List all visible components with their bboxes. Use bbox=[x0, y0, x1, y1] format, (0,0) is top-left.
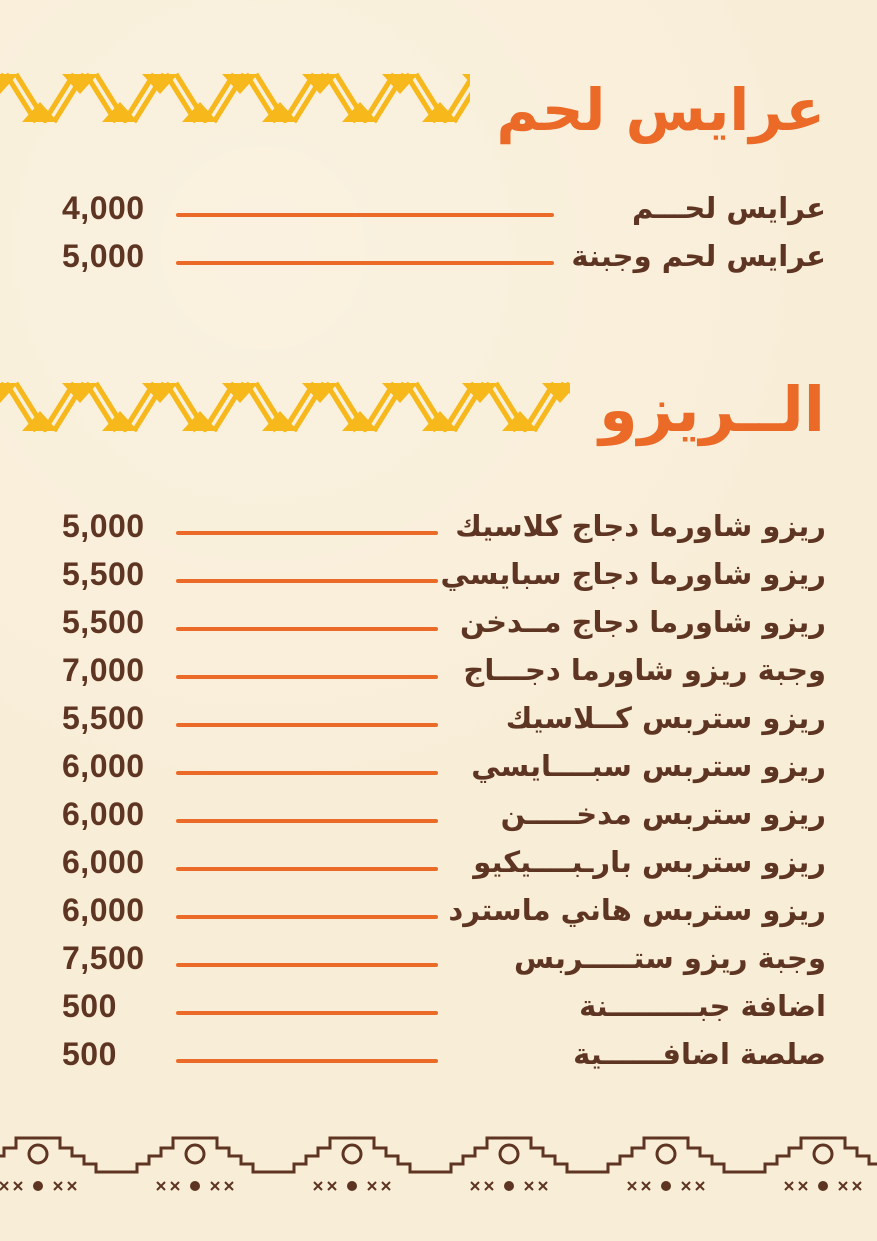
item-price: 6,000 bbox=[62, 748, 145, 784]
item-name: ريزو ستربس مدخـــــن bbox=[500, 797, 826, 831]
menu-item bbox=[62, 984, 826, 1028]
item-name: وجبة ريزو ستـــــربس bbox=[513, 941, 826, 975]
menu-item bbox=[62, 648, 826, 692]
circle-icon bbox=[657, 1145, 675, 1163]
dot-icon bbox=[190, 1181, 200, 1191]
tribal-pattern-banner-1 bbox=[0, 68, 470, 128]
dotted-leader bbox=[176, 261, 554, 265]
menu-item bbox=[62, 744, 826, 788]
item-name: ريزو ستربس هاني ماسترد bbox=[448, 893, 826, 927]
circle-icon bbox=[500, 1145, 518, 1163]
menu-item bbox=[62, 600, 826, 644]
item-name: عرايس لحم وجبنة bbox=[571, 239, 826, 273]
item-price: 5,500 bbox=[62, 604, 145, 640]
item-name: ريزو شاورما دجاج مــدخن bbox=[459, 605, 826, 639]
dotted-leader bbox=[176, 771, 438, 775]
dotted-leader bbox=[176, 1059, 438, 1063]
item-price: 5,000 bbox=[62, 238, 145, 274]
menu-item bbox=[62, 504, 826, 548]
item-name: ريزو ستربس بارـبــــيكيو bbox=[473, 845, 826, 879]
item-name: وجبة ريزو شاورما دجـــاج bbox=[463, 653, 826, 687]
section-title-rizo: الــريزو bbox=[599, 373, 825, 446]
dot-icon bbox=[504, 1181, 514, 1191]
dotted-leader bbox=[176, 627, 438, 631]
item-price: 5,500 bbox=[62, 556, 145, 592]
item-name: عرايس لحـــم bbox=[631, 191, 826, 225]
item-name: ريزو شاورما دجاج سبايسي bbox=[440, 557, 826, 591]
item-price: 4,000 bbox=[62, 190, 145, 226]
item-price: 500 bbox=[62, 1036, 117, 1072]
dotted-leader bbox=[176, 963, 438, 967]
tribal-border-bottom bbox=[0, 1128, 877, 1198]
item-price: 5,500 bbox=[62, 700, 145, 736]
dotted-leader bbox=[176, 867, 438, 871]
dot-icon bbox=[347, 1181, 357, 1191]
dotted-leader bbox=[176, 1011, 438, 1015]
item-price: 6,000 bbox=[62, 892, 145, 928]
item-name: صلصة اضافــــــية bbox=[573, 1037, 826, 1071]
menu-item bbox=[62, 1032, 826, 1076]
dotted-leader bbox=[176, 531, 438, 535]
dotted-leader bbox=[176, 915, 438, 919]
dotted-leader bbox=[176, 213, 554, 217]
item-name: اضافة جبـــــــــنة bbox=[579, 989, 826, 1023]
section-title-arayes: عرايس لحم bbox=[496, 76, 825, 144]
menu-item bbox=[62, 552, 826, 596]
menu-item bbox=[62, 234, 826, 278]
dotted-leader bbox=[176, 819, 438, 823]
tribal-pattern-banner-2 bbox=[0, 377, 570, 437]
dotted-leader bbox=[176, 579, 438, 583]
dot-icon bbox=[818, 1181, 828, 1191]
item-price: 5,000 bbox=[62, 508, 145, 544]
circle-icon bbox=[186, 1145, 204, 1163]
dotted-leader bbox=[176, 675, 438, 679]
circle-icon bbox=[29, 1145, 47, 1163]
menu-item bbox=[62, 792, 826, 836]
dotted-leader bbox=[176, 723, 438, 727]
item-name: ريزو ستربس سبــــايسي bbox=[471, 749, 826, 783]
menu-item bbox=[62, 696, 826, 740]
menu-item bbox=[62, 840, 826, 884]
menu-item bbox=[62, 936, 826, 980]
item-price: 6,000 bbox=[62, 796, 145, 832]
circle-icon bbox=[814, 1145, 832, 1163]
dot-icon bbox=[661, 1181, 671, 1191]
item-price: 7,500 bbox=[62, 940, 145, 976]
item-price: 7,000 bbox=[62, 652, 145, 688]
menu-item bbox=[62, 186, 826, 230]
item-name: ريزو ستربس كــلاسيك bbox=[505, 701, 826, 735]
dot-icon bbox=[33, 1181, 43, 1191]
circle-icon bbox=[343, 1145, 361, 1163]
menu-item bbox=[62, 888, 826, 932]
item-price: 500 bbox=[62, 988, 117, 1024]
item-price: 6,000 bbox=[62, 844, 145, 880]
item-name: ريزو شاورما دجاج كلاسيك bbox=[455, 509, 826, 543]
